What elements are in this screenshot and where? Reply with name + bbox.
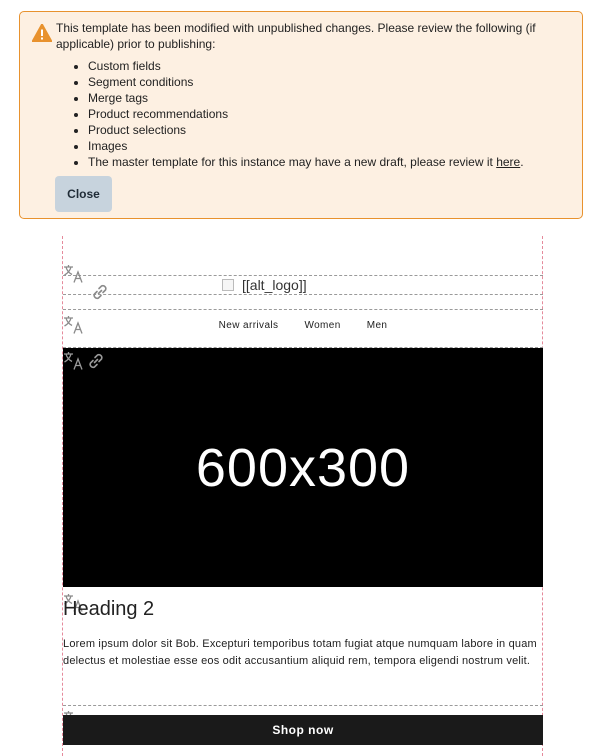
email-nav bbox=[63, 320, 543, 338]
broken-image-icon bbox=[222, 279, 234, 291]
warning-icon bbox=[32, 24, 52, 42]
email-body-text[interactable]: Lorem ipsum dolor sit Bob. Excepturi temporibus totam fugiat atque numquam labore in quam delectus et molestiae esse eos odit accusantium aliquid rem, tempora eligendi nostrum velit. bbox=[63, 638, 537, 667]
block-divider bbox=[63, 309, 543, 310]
nav-item-women[interactable]: Women bbox=[304, 320, 341, 331]
nav-item-men[interactable]: Men bbox=[366, 320, 388, 331]
alert-review-list bbox=[68, 58, 568, 170]
list-item: • Custom fields bbox=[88, 58, 568, 74]
review-here-link[interactable]: here bbox=[496, 155, 521, 169]
shop-now-button[interactable]: Shop now bbox=[63, 715, 543, 745]
hero-placeholder-text: 600x300 bbox=[195, 437, 411, 498]
hero-image-placeholder[interactable] bbox=[63, 348, 543, 587]
translate-icon[interactable] bbox=[63, 264, 85, 284]
list-item-master-template bbox=[88, 154, 568, 170]
unpublished-changes-alert bbox=[19, 11, 583, 219]
block-divider bbox=[63, 705, 543, 706]
list-item: • Product selections bbox=[88, 122, 568, 138]
list-item: • Product recommendations bbox=[88, 106, 568, 122]
list-item: • Images bbox=[88, 138, 568, 154]
logo-alt-text: [[alt_logo]] bbox=[242, 277, 307, 293]
translate-icon[interactable] bbox=[63, 351, 85, 371]
email-heading[interactable]: Heading 2 bbox=[63, 598, 155, 620]
master-template-period: . bbox=[520, 155, 524, 169]
alert-message: This template has been modified with unpublished changes. Please review the following (if applicable) prior to publishing: bbox=[56, 21, 536, 51]
close-button[interactable]: Close bbox=[55, 176, 112, 212]
link-icon[interactable] bbox=[86, 351, 106, 371]
link-icon[interactable] bbox=[90, 282, 110, 302]
list-item: • Merge tags bbox=[88, 90, 568, 106]
nav-item-new-arrivals[interactable]: New arrivals bbox=[218, 320, 279, 331]
master-template-text: The master template for this instance may have a new draft, please review it bbox=[88, 155, 493, 169]
logo-block[interactable] bbox=[222, 276, 307, 294]
list-item: • Segment conditions bbox=[88, 74, 568, 90]
block-divider bbox=[63, 294, 543, 295]
